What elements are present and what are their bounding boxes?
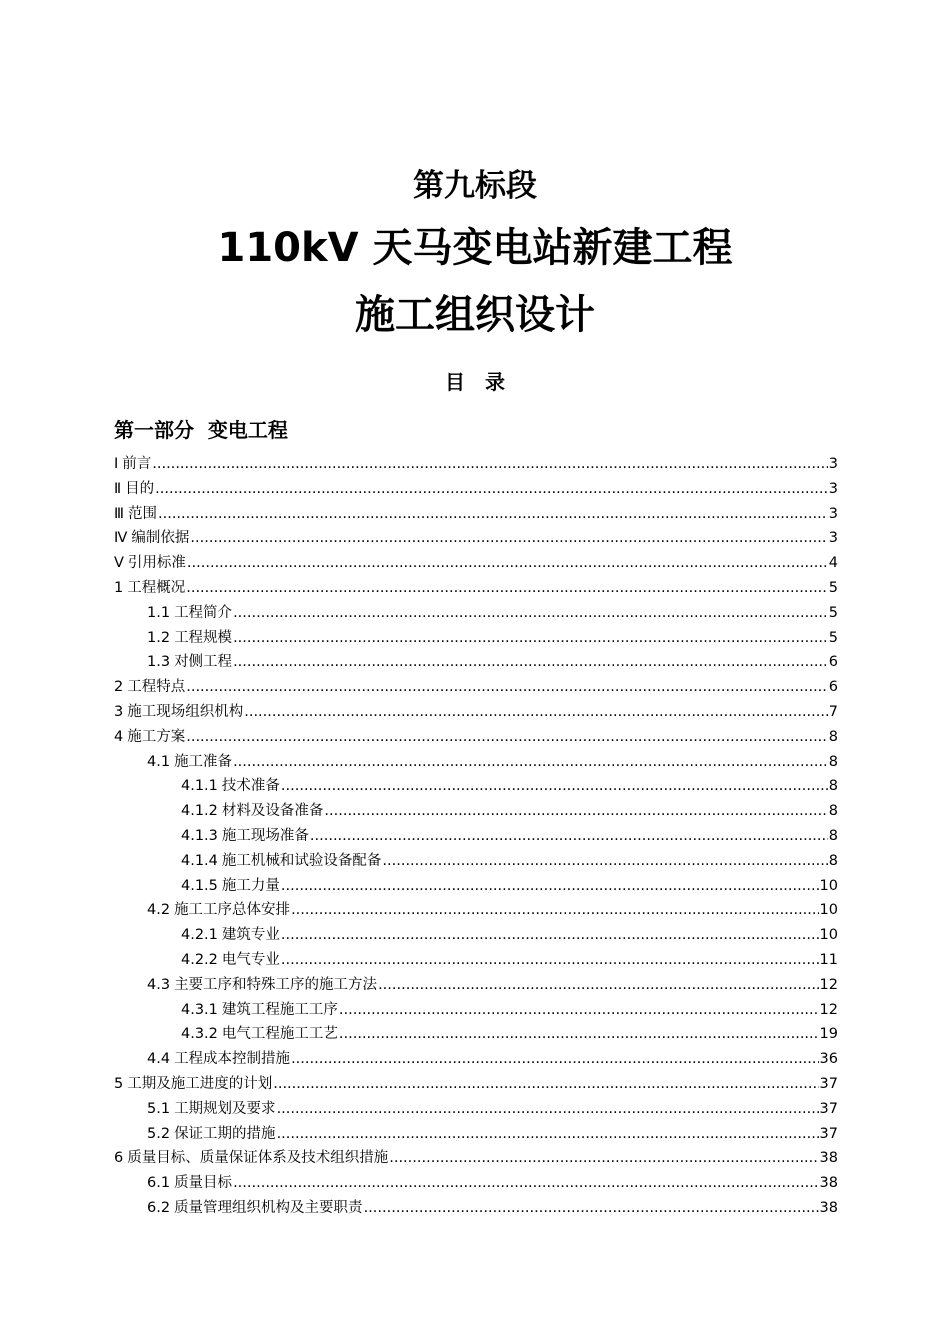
section-title: 第九标段 (413, 168, 537, 204)
toc-entry-number: 4.4 (147, 1051, 171, 1068)
toc-entry-title: 电气工程施工工艺 (221, 1026, 338, 1043)
toc-entry-page: 37 (819, 1125, 838, 1142)
toc-entry-page: 38 (819, 1175, 838, 1192)
toc-entry[interactable] (114, 898, 838, 923)
toc-entry-number: 4.1.3 (181, 827, 218, 844)
toc-entry-number: 2 (114, 679, 124, 696)
toc-entry-title: 施工机械和试验设备配备 (221, 852, 382, 869)
toc-entry-number: 1 (114, 579, 124, 596)
toc-dot-leader (233, 750, 828, 775)
toc-entry-number: 1.3 (147, 654, 171, 671)
toc-entry[interactable] (114, 1122, 838, 1147)
toc-dot-leader (152, 452, 827, 477)
toc-entry-number: Ⅴ (114, 555, 124, 572)
toc-entry-page: 8 (828, 803, 838, 820)
toc-entry[interactable] (114, 650, 838, 675)
toc-entry-number: 4.3 (147, 976, 171, 993)
toc-entry-number: 4.3.1 (181, 1001, 218, 1018)
toc-entry[interactable] (114, 675, 838, 700)
toc-entry-title: 工程特点 (127, 679, 186, 696)
toc-entry-page: 8 (828, 728, 838, 745)
toc-entry-title: 施工方案 (127, 728, 186, 745)
toc-entry[interactable] (114, 700, 838, 725)
toc-dot-leader (190, 526, 827, 551)
document-title: 施工组织设计 (355, 292, 595, 338)
toc-entry-number: 4.2.1 (181, 927, 218, 944)
toc-entry-page: 8 (828, 778, 838, 795)
table-of-contents (114, 452, 838, 1221)
toc-entry-number: 5.2 (147, 1125, 171, 1142)
toc-dot-leader (389, 1146, 818, 1171)
toc-entry-title: 电气专业 (221, 951, 280, 968)
toc-heading: 目 录 (445, 370, 505, 394)
toc-dot-leader (277, 1097, 819, 1122)
toc-entry-title: 技术准备 (221, 778, 280, 795)
toc-entry-number: 4.1.4 (181, 852, 218, 869)
toc-dot-leader (281, 774, 828, 799)
toc-entry-number: 4 (114, 728, 124, 745)
toc-entry-title: 对侧工程 (174, 654, 233, 671)
toc-entry-number: 4.1.2 (181, 803, 218, 820)
toc-entry[interactable] (114, 1146, 838, 1171)
toc-dot-leader (281, 948, 819, 973)
toc-entry[interactable] (114, 750, 838, 775)
toc-dot-leader (186, 576, 828, 601)
toc-entry-page: 19 (819, 1026, 838, 1043)
toc-entry-page: 38 (819, 1150, 838, 1167)
toc-dot-leader (382, 849, 827, 874)
toc-entry[interactable] (114, 874, 838, 899)
toc-dot-leader (378, 973, 818, 998)
toc-entry[interactable] (114, 973, 838, 998)
toc-entry-title: 保证工期的措施 (174, 1125, 276, 1142)
toc-entry[interactable] (114, 1047, 838, 1072)
toc-entry-page: 5 (828, 579, 838, 596)
toc-entry-number: 4.1.1 (181, 778, 218, 795)
toc-entry-number: 1.2 (147, 629, 171, 646)
toc-entry-number: 4.1 (147, 753, 171, 770)
toc-entry-page: 4 (828, 555, 838, 572)
toc-entry[interactable] (114, 998, 838, 1023)
toc-entry-page: 37 (819, 1075, 838, 1092)
toc-dot-leader (186, 675, 828, 700)
toc-dot-leader (281, 874, 819, 899)
toc-dot-leader (187, 551, 828, 576)
toc-entry-page: 6 (828, 654, 838, 671)
toc-entry-number: 3 (114, 703, 124, 720)
toc-entry-page: 8 (828, 753, 838, 770)
part-heading: 第一部分 变电工程 (114, 418, 288, 442)
toc-entry[interactable] (114, 799, 838, 824)
toc-entry-title: 施工工序总体安排 (174, 902, 291, 919)
toc-dot-leader (233, 601, 828, 626)
toc-entry-title: 建筑工程施工工序 (221, 1001, 338, 1018)
toc-entry[interactable] (114, 526, 838, 551)
toc-dot-leader (273, 1072, 818, 1097)
toc-entry[interactable] (114, 725, 838, 750)
toc-dot-leader (291, 1047, 818, 1072)
toc-dot-leader (281, 923, 819, 948)
toc-dot-leader (233, 650, 828, 675)
toc-entry-title: 范围 (128, 505, 157, 522)
toc-entry-title: 质量管理组织机构及主要职责 (174, 1199, 363, 1216)
toc-entry[interactable] (114, 477, 838, 502)
toc-entry-page: 37 (819, 1100, 838, 1117)
toc-entry[interactable] (114, 849, 838, 874)
toc-entry[interactable] (114, 601, 838, 626)
toc-entry[interactable] (114, 1171, 838, 1196)
toc-entry-number: Ⅰ (114, 456, 119, 472)
toc-entry-title: 编制依据 (131, 530, 190, 547)
toc-entry[interactable] (114, 774, 838, 799)
toc-entry-page: 7 (828, 703, 838, 720)
toc-entry-page: 11 (819, 951, 838, 968)
toc-entry-title: 主要工序和特殊工序的施工方法 (174, 976, 378, 993)
toc-entry-page: 12 (819, 1001, 838, 1018)
toc-entry-number: Ⅲ (114, 505, 124, 522)
toc-entry-title: 工期及施工进度的计划 (127, 1075, 273, 1092)
toc-entry[interactable] (114, 551, 838, 576)
toc-entry-number: 4.3.2 (181, 1026, 218, 1043)
toc-dot-leader (364, 1196, 819, 1221)
toc-entry-title: 引用标准 (127, 555, 186, 572)
toc-entry-page: 3 (828, 505, 838, 522)
toc-entry-page: 3 (828, 480, 838, 497)
toc-entry-title: 前言 (122, 456, 152, 472)
toc-entry-number: Ⅳ (114, 530, 128, 547)
toc-entry-title: 工期规划及要求 (174, 1100, 276, 1117)
toc-dot-leader (233, 626, 828, 651)
toc-entry-page: 10 (819, 877, 838, 894)
toc-dot-leader (291, 898, 818, 923)
toc-entry-title: 工程规模 (174, 629, 233, 646)
toc-entry-title: 施工力量 (221, 877, 280, 894)
toc-entry-page: 3 (828, 456, 838, 472)
toc-entry[interactable] (114, 824, 838, 849)
toc-entry-title: 质量目标、质量保证体系及技术组织措施 (127, 1150, 389, 1167)
toc-dot-leader (155, 477, 828, 502)
toc-entry[interactable] (114, 1097, 838, 1122)
toc-entry[interactable] (114, 948, 838, 973)
toc-entry-title: 建筑专业 (221, 927, 280, 944)
toc-entry-number: 4.1.5 (181, 877, 218, 894)
toc-dot-leader (339, 998, 819, 1023)
toc-entry-title: 施工准备 (174, 753, 233, 770)
toc-entry-number: 4.2.2 (181, 951, 218, 968)
toc-entry-page: 8 (828, 827, 838, 844)
toc-entry-title: 施工现场准备 (221, 827, 309, 844)
toc-entry-number: 6 (114, 1150, 124, 1167)
toc-entry-page: 38 (819, 1199, 838, 1216)
toc-entry-number: Ⅱ (114, 480, 122, 497)
toc-entry[interactable] (114, 1196, 838, 1221)
toc-entry-number: 6.1 (147, 1175, 171, 1192)
toc-entry-title: 工程概况 (127, 579, 186, 596)
toc-dot-leader (339, 1022, 819, 1047)
toc-dot-leader (277, 1122, 819, 1147)
toc-entry-title: 质量目标 (174, 1175, 233, 1192)
toc-dot-leader (186, 725, 828, 750)
toc-entry[interactable] (114, 452, 838, 477)
toc-entry[interactable] (114, 923, 838, 948)
toc-entry-number: 4.2 (147, 902, 171, 919)
toc-entry-page: 6 (828, 679, 838, 696)
toc-dot-leader (310, 824, 828, 849)
toc-entry[interactable] (114, 1072, 838, 1097)
toc-entry-number: 5 (114, 1075, 124, 1092)
toc-entry[interactable] (114, 502, 838, 527)
toc-entry-title: 工程成本控制措施 (174, 1051, 291, 1068)
toc-entry-page: 3 (828, 530, 838, 547)
toc-entry-title: 工程简介 (174, 604, 233, 621)
toc-entry-page: 8 (828, 852, 838, 869)
toc-entry-page: 10 (819, 902, 838, 919)
toc-entry-page: 10 (819, 927, 838, 944)
toc-entry-title: 目的 (125, 480, 155, 497)
toc-entry-page: 36 (819, 1051, 838, 1068)
toc-entry-title: 材料及设备准备 (221, 803, 324, 820)
toc-entry-page: 5 (828, 604, 838, 621)
toc-dot-leader (244, 700, 828, 725)
project-title: 110kV 天马变电站新建工程 (217, 225, 733, 271)
toc-dot-leader (324, 799, 827, 824)
toc-entry-page: 5 (828, 629, 838, 646)
toc-dot-leader (158, 502, 828, 527)
toc-entry[interactable] (114, 576, 838, 601)
toc-entry-number: 1.1 (147, 604, 171, 621)
toc-entry-title: 施工现场组织机构 (127, 703, 244, 720)
toc-dot-leader (233, 1171, 818, 1196)
toc-entry-number: 5.1 (147, 1100, 171, 1117)
toc-entry[interactable] (114, 1022, 838, 1047)
toc-entry-page: 12 (819, 976, 838, 993)
toc-entry-number: 6.2 (147, 1199, 171, 1216)
toc-entry[interactable] (114, 626, 838, 651)
